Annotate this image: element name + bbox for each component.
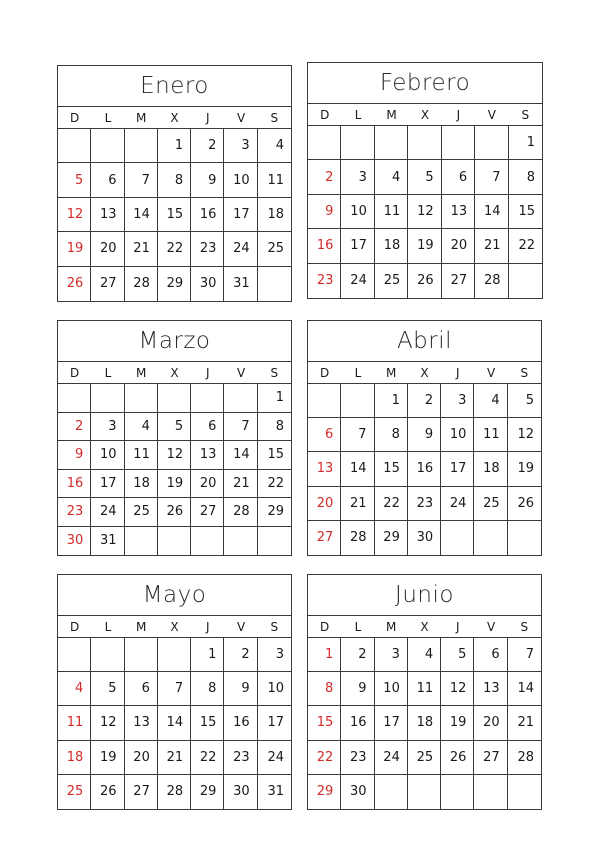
day-cell: 14	[224, 441, 257, 470]
weekday-label: J	[456, 365, 460, 380]
day-cell: 9	[341, 672, 374, 706]
weekday-label: L	[354, 107, 362, 122]
day-cell: 15	[375, 452, 408, 486]
empty-cell	[58, 129, 91, 163]
day-cell: 24	[91, 498, 124, 527]
weekday-label: D	[70, 110, 80, 125]
day-cell: 10	[91, 441, 124, 470]
day-cell: 8	[158, 163, 191, 197]
day-cell: 30	[58, 527, 91, 556]
day-cell: 11	[474, 418, 507, 452]
day-cell: 28	[224, 498, 257, 527]
day-cell: 27	[308, 521, 341, 555]
day-cell: 2	[408, 384, 441, 418]
empty-cell	[191, 384, 224, 413]
weekday-header	[58, 616, 291, 638]
empty-cell	[441, 521, 474, 555]
weekday-label: S	[520, 365, 529, 380]
day-cell: 12	[58, 198, 91, 232]
empty-cell	[341, 126, 374, 160]
day-cell: 10	[375, 672, 408, 706]
day-cell: 27	[442, 264, 475, 298]
weekday-label: V	[236, 619, 246, 634]
day-cell: 5	[158, 413, 191, 442]
day-cell: 19	[58, 232, 91, 266]
day-cell: 4	[125, 413, 158, 442]
day-cell: 2	[341, 638, 374, 672]
day-cell: 1	[258, 384, 291, 413]
day-cell: 25	[474, 487, 507, 521]
day-cell: 22	[258, 470, 291, 499]
day-cell: 28	[475, 264, 508, 298]
day-cell: 9	[224, 672, 257, 706]
weekday-label: L	[354, 619, 362, 634]
weekday-label: J	[206, 110, 210, 125]
day-cell: 29	[158, 267, 191, 301]
weekday-label: V	[236, 110, 246, 125]
day-cell: 28	[508, 741, 541, 775]
day-cell: 23	[191, 232, 224, 266]
weekday-label: L	[354, 365, 362, 380]
day-cell: 21	[125, 232, 158, 266]
day-cell: 18	[474, 452, 507, 486]
weekday-label: D	[70, 365, 80, 380]
day-cell: 22	[509, 229, 542, 263]
day-cell: 13	[125, 706, 158, 740]
month-title: Enero	[58, 66, 291, 107]
day-cell: 21	[224, 470, 257, 499]
weekday-label: D	[320, 365, 330, 380]
day-cell: 23	[308, 264, 341, 298]
weekday-label: X	[420, 107, 430, 122]
calendar-abril	[307, 320, 542, 556]
day-cell: 24	[341, 264, 374, 298]
empty-cell	[508, 775, 541, 809]
empty-cell	[408, 126, 441, 160]
day-cell: 18	[58, 741, 91, 775]
weekday-label: V	[486, 365, 496, 380]
day-cell: 15	[191, 706, 224, 740]
day-cell: 20	[191, 470, 224, 499]
day-cell: 19	[158, 470, 191, 499]
month-title: Mayo	[58, 575, 291, 616]
weekday-label: V	[236, 365, 246, 380]
day-cell: 19	[441, 706, 474, 740]
weekday-label: M	[136, 365, 147, 380]
day-cell: 31	[224, 267, 257, 301]
day-cell: 31	[267, 784, 284, 800]
empty-cell	[258, 527, 291, 556]
day-cell: 6	[191, 413, 224, 442]
day-cell: 15	[258, 441, 291, 470]
day-cell: 5	[91, 672, 124, 706]
day-cell: 6	[125, 672, 158, 706]
day-cell: 7	[341, 418, 374, 452]
day-cell: 23	[58, 498, 91, 527]
day-cell: 28	[341, 521, 374, 555]
day-cell: 2	[308, 160, 341, 194]
empty-cell	[224, 384, 257, 413]
day-cell: 1	[375, 384, 408, 418]
day-cell: 24	[258, 741, 291, 775]
day-cell: 14	[508, 672, 541, 706]
weekday-label: S	[270, 110, 279, 125]
day-cell: 31	[91, 527, 124, 556]
empty-cell	[191, 527, 224, 556]
day-cell: 4	[474, 384, 507, 418]
day-cell: 23	[408, 487, 441, 521]
day-cell: 14	[125, 198, 158, 232]
day-cell: 20	[125, 741, 158, 775]
empty-cell	[125, 129, 158, 163]
day-cell: 14	[341, 452, 374, 486]
weekday-label: S	[520, 619, 529, 634]
day-cell: 5	[441, 638, 474, 672]
day-cell: 29	[308, 775, 341, 809]
weekday-label: S	[521, 107, 530, 122]
day-cell: 21	[475, 229, 508, 263]
day-cell: 24	[441, 487, 474, 521]
weekday-label: X	[170, 110, 179, 125]
weekday-label: M	[136, 110, 147, 125]
day-cell: 30	[224, 775, 257, 809]
day-cell: 16	[341, 706, 374, 740]
day-cell: 2	[58, 413, 91, 442]
empty-cell	[308, 384, 341, 418]
day-cell: 29	[375, 521, 408, 555]
empty-cell	[509, 264, 542, 298]
day-cell: 20	[91, 232, 124, 266]
empty-cell	[125, 384, 158, 413]
day-grid	[308, 384, 541, 555]
month-title: Febrero	[308, 63, 542, 104]
day-cell: 1	[158, 129, 191, 163]
weekday-label: M	[386, 619, 397, 634]
weekday-label: X	[170, 619, 179, 634]
weekday-label: V	[487, 107, 496, 122]
day-cell: 6	[442, 160, 475, 194]
day-cell: 22	[308, 741, 341, 775]
weekday-label: J	[456, 107, 461, 122]
day-cell: 27	[125, 775, 158, 809]
day-cell: 25	[125, 498, 158, 527]
day-cell: 8	[191, 672, 224, 706]
empty-cell	[375, 775, 408, 809]
day-cell: 28	[158, 775, 191, 809]
day-cell: 21	[158, 741, 191, 775]
empty-cell	[441, 775, 474, 809]
day-cell: 7	[224, 413, 257, 442]
day-cell: 3	[375, 638, 408, 672]
empty-cell	[258, 267, 291, 301]
calendar-mayo	[57, 574, 292, 810]
day-cell: 27	[191, 498, 224, 527]
day-cell: 3	[441, 384, 474, 418]
day-cell: 26	[91, 775, 124, 809]
day-cell: 11	[375, 195, 408, 229]
day-cell: 14	[158, 706, 191, 740]
day-cell: 17	[258, 706, 291, 740]
weekday-label: D	[320, 619, 330, 634]
day-cell: 22	[375, 487, 408, 521]
weekday-header	[58, 107, 291, 129]
day-cell: 6	[91, 163, 124, 197]
day-cell: 13	[191, 441, 224, 470]
weekday-label: X	[420, 619, 429, 634]
day-cell: 17	[91, 470, 124, 499]
month-title: Junio	[308, 575, 541, 616]
day-cell: 10	[258, 672, 291, 706]
day-cell: 23	[224, 741, 257, 775]
empty-cell	[308, 126, 341, 160]
day-cell: 9	[58, 441, 91, 470]
day-cell: 25	[408, 741, 441, 775]
day-cell: 14	[475, 195, 508, 229]
weekday-label: M	[136, 619, 147, 634]
day-grid	[58, 638, 291, 809]
day-cell: 5	[508, 384, 541, 418]
weekday-label: J	[456, 619, 460, 634]
day-cell: 11	[408, 672, 441, 706]
day-cell: 24	[224, 232, 257, 266]
day-cell: 16	[308, 229, 341, 263]
empty-cell	[158, 638, 191, 672]
weekday-label: S	[270, 365, 279, 380]
day-cell: 7	[158, 672, 191, 706]
day-cell: 27	[474, 741, 507, 775]
day-cell: 17	[375, 706, 408, 740]
day-cell: 17	[341, 229, 374, 263]
day-cell: 5	[408, 160, 441, 194]
day-cell: 30	[191, 267, 224, 301]
empty-cell	[58, 638, 91, 672]
day-cell: 25	[375, 264, 408, 298]
day-cell: 9	[191, 163, 224, 197]
day-cell: 18	[125, 470, 158, 499]
day-grid	[58, 129, 291, 301]
weekday-label: M	[386, 107, 397, 122]
day-cell: 26	[441, 741, 474, 775]
day-cell: 19	[408, 229, 441, 263]
weekday-header	[308, 104, 542, 126]
day-cell: 15	[509, 195, 542, 229]
day-cell: 11	[125, 441, 158, 470]
day-cell: 16	[224, 706, 257, 740]
day-cell: 4	[375, 160, 408, 194]
day-cell: 20	[474, 706, 507, 740]
day-cell: 4	[408, 638, 441, 672]
day-grid	[58, 384, 291, 555]
empty-cell	[474, 775, 507, 809]
day-cell: 13	[442, 195, 475, 229]
weekday-label: L	[104, 365, 112, 380]
empty-cell	[475, 126, 508, 160]
weekday-label: L	[104, 619, 112, 634]
weekday-label: X	[170, 365, 179, 380]
day-cell: 3	[224, 129, 257, 163]
day-cell: 8	[375, 418, 408, 452]
weekday-label: V	[486, 619, 496, 634]
day-cell: 10	[441, 418, 474, 452]
day-cell: 12	[508, 418, 541, 452]
weekday-label: M	[386, 365, 397, 380]
weekday-label: D	[70, 619, 80, 634]
day-cell: 8	[308, 672, 341, 706]
day-cell: 5	[58, 163, 91, 197]
empty-cell	[125, 638, 158, 672]
day-cell: 7	[475, 160, 508, 194]
weekday-header	[58, 362, 291, 384]
empty-cell	[158, 384, 191, 413]
day-cell: 12	[441, 672, 474, 706]
day-cell: 18	[408, 706, 441, 740]
day-cell: 13	[91, 198, 124, 232]
day-cell: 3	[341, 160, 374, 194]
calendar-enero	[57, 65, 292, 302]
day-cell: 13	[474, 672, 507, 706]
day-cell: 10	[341, 195, 374, 229]
weekday-label: L	[104, 110, 112, 125]
day-cell: 1	[509, 126, 542, 160]
day-cell: 17	[441, 452, 474, 486]
day-cell: 16	[58, 470, 91, 499]
day-cell: 25	[258, 232, 291, 266]
empty-cell	[341, 384, 374, 418]
day-cell: 11	[258, 163, 291, 197]
month-title: Marzo	[58, 321, 291, 362]
day-cell: 9	[308, 195, 341, 229]
day-cell: 3	[258, 638, 291, 672]
day-cell: 2	[191, 129, 224, 163]
empty-cell	[158, 527, 191, 556]
empty-cell	[224, 527, 257, 556]
empty-cell	[91, 129, 124, 163]
weekday-header	[308, 362, 541, 384]
day-cell: 10	[224, 163, 257, 197]
empty-cell	[408, 775, 441, 809]
empty-cell	[442, 126, 475, 160]
weekday-label: J	[206, 365, 210, 380]
day-cell: 6	[474, 638, 507, 672]
day-cell: 26	[158, 498, 191, 527]
day-cell: 1	[191, 638, 224, 672]
day-cell: 11	[58, 706, 91, 740]
day-cell: 29	[258, 498, 291, 527]
day-cell: 18	[375, 229, 408, 263]
month-title: Abril	[308, 321, 541, 362]
weekday-header	[308, 616, 541, 638]
day-cell: 15	[308, 706, 341, 740]
empty-cell	[508, 521, 541, 555]
day-cell: 6	[308, 418, 341, 452]
day-cell: 7	[125, 163, 158, 197]
day-cell: 7	[508, 638, 541, 672]
day-cell: 27	[91, 267, 124, 301]
day-cell: 30	[341, 775, 374, 809]
day-cell: 26	[408, 264, 441, 298]
day-cell: 22	[158, 232, 191, 266]
weekday-label: D	[320, 107, 330, 122]
day-cell: 30	[408, 521, 441, 555]
day-cell: 16	[408, 452, 441, 486]
day-cell: 26	[508, 487, 541, 521]
day-cell: 20	[442, 229, 475, 263]
calendar-junio	[307, 574, 542, 810]
day-cell: 20	[308, 487, 341, 521]
day-cell: 12	[158, 441, 191, 470]
day-cell: 19	[508, 452, 541, 486]
day-cell: 13	[308, 452, 341, 486]
day-cell: 8	[258, 413, 291, 442]
day-cell: 23	[341, 741, 374, 775]
calendar-febrero	[307, 62, 543, 299]
day-cell: 22	[191, 741, 224, 775]
day-cell: 25	[58, 775, 91, 809]
day-cell: 16	[191, 198, 224, 232]
day-cell: 9	[408, 418, 441, 452]
weekday-label: J	[206, 619, 210, 634]
empty-cell	[474, 521, 507, 555]
day-cell: 4	[58, 672, 91, 706]
day-cell: 21	[341, 487, 374, 521]
day-cell: 26	[58, 267, 91, 301]
weekday-label: X	[420, 365, 429, 380]
day-cell: 3	[91, 413, 124, 442]
day-cell: 15	[158, 198, 191, 232]
day-cell: 29	[191, 775, 224, 809]
day-cell: 2	[224, 638, 257, 672]
empty-cell	[91, 384, 124, 413]
day-cell: 21	[508, 706, 541, 740]
empty-cell	[375, 126, 408, 160]
day-cell: 1	[308, 638, 341, 672]
day-cell: 4	[258, 129, 291, 163]
day-cell: 19	[91, 741, 124, 775]
calendar-marzo	[57, 320, 292, 556]
day-cell: 28	[125, 267, 158, 301]
day-cell: 17	[224, 198, 257, 232]
empty-cell	[91, 638, 124, 672]
day-cell: 24	[375, 741, 408, 775]
day-cell: 12	[408, 195, 441, 229]
day-cell: 12	[91, 706, 124, 740]
weekday-label: S	[270, 619, 279, 634]
day-grid	[308, 638, 541, 809]
day-cell: 18	[258, 198, 291, 232]
empty-cell	[58, 384, 91, 413]
empty-cell	[125, 527, 158, 556]
day-cell: 8	[509, 160, 542, 194]
day-grid	[308, 126, 542, 298]
